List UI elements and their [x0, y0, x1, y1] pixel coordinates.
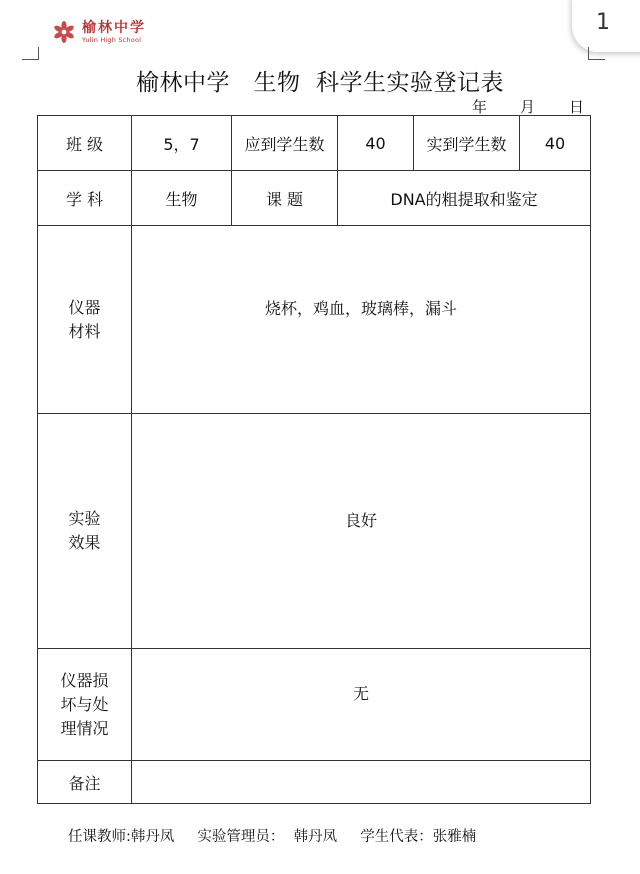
topic-label: 课 题	[232, 171, 338, 226]
result-label-line: 实验	[68, 509, 101, 528]
damage-label-line: 理情况	[60, 718, 109, 738]
remarks-value	[132, 761, 591, 804]
result-label-line: 效果	[68, 533, 101, 552]
subject-label: 学 科	[38, 171, 132, 226]
remarks-label: 备注	[38, 761, 132, 804]
date-day: 日	[569, 98, 585, 116]
table-row	[38, 649, 591, 761]
damage-value-text: 无	[352, 684, 369, 703]
equipment-label	[38, 226, 132, 414]
table-row	[38, 414, 591, 649]
date-month: 月	[520, 98, 536, 116]
equipment-value	[132, 226, 591, 414]
equipment-value-text: 烧杯，鸡血，玻璃棒，漏斗	[264, 299, 457, 318]
logo-english-name: Yulin High School	[82, 35, 142, 44]
damage-value	[132, 649, 591, 761]
table-row	[38, 116, 591, 171]
table-row	[38, 761, 591, 804]
result-label	[38, 414, 132, 649]
equipment-label-line: 仪器	[68, 297, 101, 317]
actual-students-value: 40	[520, 116, 591, 171]
table-row	[38, 226, 591, 414]
date-year: 年	[472, 98, 488, 116]
experiment-record-table	[37, 115, 591, 804]
expected-students-label: 应到学生数	[232, 116, 338, 171]
subject-value: 生物	[132, 171, 232, 226]
page-number: 1	[596, 10, 610, 35]
class-label: 班 级	[38, 116, 132, 171]
result-value	[132, 414, 591, 649]
expected-students-value: 40	[338, 116, 414, 171]
damage-label	[38, 649, 132, 761]
crop-mark-right	[588, 47, 605, 60]
damage-label-line: 仪器损	[60, 670, 109, 690]
page-number-badge	[572, 0, 640, 52]
result-value-text: 良好	[344, 510, 377, 530]
signature-footer: 任课教师:韩丹凤 实验管理员： 韩丹凤 学生代表：张雅楠	[68, 829, 477, 845]
damage-label-line: 坏与处	[60, 694, 109, 714]
topic-value: DNA的粗提取和鉴定	[338, 171, 591, 226]
document-title: 榆林中学 生物 科学生实验登记表	[135, 70, 505, 96]
class-value: 5，7	[132, 116, 232, 171]
school-logo	[52, 18, 146, 46]
logo-chinese-name: 榆林中学	[82, 19, 146, 36]
table-row	[38, 171, 591, 226]
actual-students-label: 实到学生数	[414, 116, 520, 171]
equipment-label-line: 材料	[68, 321, 101, 341]
flower-logo-icon	[52, 20, 76, 44]
crop-mark-left	[22, 47, 39, 60]
